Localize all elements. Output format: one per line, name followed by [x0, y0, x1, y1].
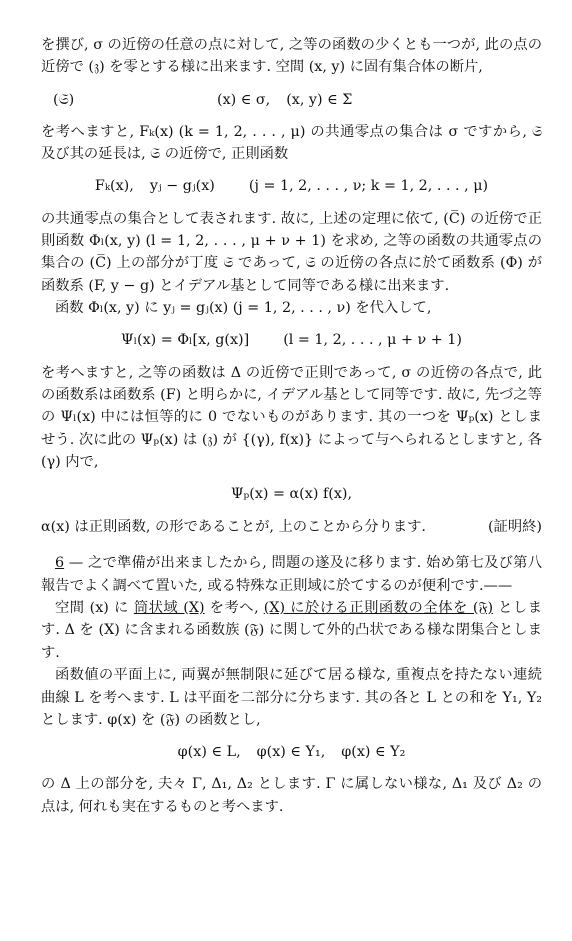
- equation-frame-rhs: (x, y) ∈ Σ: [286, 91, 353, 108]
- underlined-regular-functions: (X) に於ける正則函数の全体を (𝔉): [263, 599, 494, 616]
- equation-curve-sets: [41, 741, 542, 763]
- paragraph-5: を考へますと, 之等の函数は Δ の近傍で正則であって, σ の近傍の各点で, 此の函数系は函数系 (F) と明らかに, イデアル基として同等です. 故に, 先づ之等の Ψₗ(x) 中には恒等的に 0 でないものがあります. 其の一つを Ψₚ(x) としませう. 次に此の Ψₚ(x) は (𝔷) が {(γ), f(x)} によって与へられるとしますと, 各 (γ) 内で,: [41, 364, 542, 471]
- paragraph-2: を考へますと, Fₖ(x) (k = 1, 2, . . . , μ) の共通零点の集合は σ ですから, 𝔖 及び其の延長は, 𝔖 の近傍で, 正則函数: [41, 123, 542, 163]
- equation-factorization-text: Ψₚ(x) = α(x) f(x),: [230, 486, 352, 503]
- equation-functions-a: Fₖ(x),: [94, 178, 134, 195]
- paragraph-4: 函数 Φₗ(x, y) に yⱼ = gⱼ(x) (j = 1, 2, . . . , ν) を代入して,: [55, 300, 432, 317]
- section-6-text: — 之で準備が出来ましたから, 問題の遂及に移ります. 始め第七及び第八報告でよく調べて置いた, 或る特殊な正則域に於てするのが便利です.——: [41, 555, 542, 594]
- equation-tag: (𝔖): [53, 91, 75, 108]
- underlined-cylinder-domain: 筒状域 (X): [133, 599, 205, 616]
- equation-frame-lhs: (x) ∈ σ,: [217, 91, 271, 108]
- proof-end-line: [41, 516, 542, 538]
- paragraph-10: の Δ 上の部分を, 夫々 Γ, Δ₁, Δ₂ とします. Γ に属しない様な, Δ₁ 及び Δ₂ の点は, 何れも実在するものと考へます.: [41, 776, 542, 815]
- section-6-paragraph: [41, 552, 542, 597]
- paragraph-9: 函数値の平面上に, 両翼が無制限に延びて居る様な, 重複点を持たない連続曲線 L を考へます. L は平面を二部分に分ちます. 其の各と L との和を Y₁, Y₂ とします. φ(x) を (𝔉) の函数とし,: [41, 667, 542, 728]
- equation-psi: [41, 330, 542, 352]
- paragraph-8-part-a: 空間 (x) に: [55, 599, 134, 616]
- qed-mark: (証明終): [487, 518, 542, 535]
- equation-psi-a: Ψₗ(x) = Φₗ[x, g(x)]: [121, 332, 250, 349]
- equation-functions-c: (j = 1, 2, . . . , ν; k = 1, 2, . . . , μ): [248, 178, 489, 195]
- equation-curve-sets-b: φ(x) ∈ Y₁,: [256, 744, 326, 761]
- equation-frame: [41, 89, 542, 111]
- equation-functions: [41, 176, 542, 198]
- section-number: 6: [55, 555, 65, 572]
- paragraph-3: の共通零点の集合として表されます. 故に, 上述の定理に依て, (C̅) の近傍で正則函数 Φₗ(x, y) (l = 1, 2, . . . , μ + ν + 1) を求め, 之等の函数の共通零点の集合の (C̅) 上の部分が丁度 𝔖 であって, 𝔖 の近傍の各点に於て函数系 (Φ) が函数系 (F, y − g) とイデアル基として同等である様に出来ます.: [41, 210, 542, 294]
- paragraph-8: [41, 597, 542, 664]
- paragraph-8-part-b: を考へ,: [204, 599, 264, 616]
- paragraph-6: α(x) は正則函数, の形であることが, 上のことから分ります.: [41, 518, 426, 535]
- paragraph-8-part-c: とします. Δ を (X) に含まれる函数族 (𝔉) に関して外的凸状である様な閉集合とします.: [41, 599, 542, 661]
- equation-curve-sets-a: φ(x) ∈ L,: [177, 744, 241, 761]
- equation-psi-b: (l = 1, 2, . . . , μ + ν + 1): [283, 332, 462, 349]
- equation-factorization: [41, 484, 542, 506]
- equation-functions-b: yⱼ − gⱼ(x): [149, 178, 215, 195]
- paragraph-1: を撰び, σ の近傍の任意の点に対して, 之等の函数の少くとも一つが, 此の点の近傍で (𝔷) を零とする様に出来ます. 空間 (x, y) に固有集合体の断片,: [41, 37, 542, 76]
- equation-curve-sets-c: φ(x) ∈ Y₂: [341, 744, 406, 761]
